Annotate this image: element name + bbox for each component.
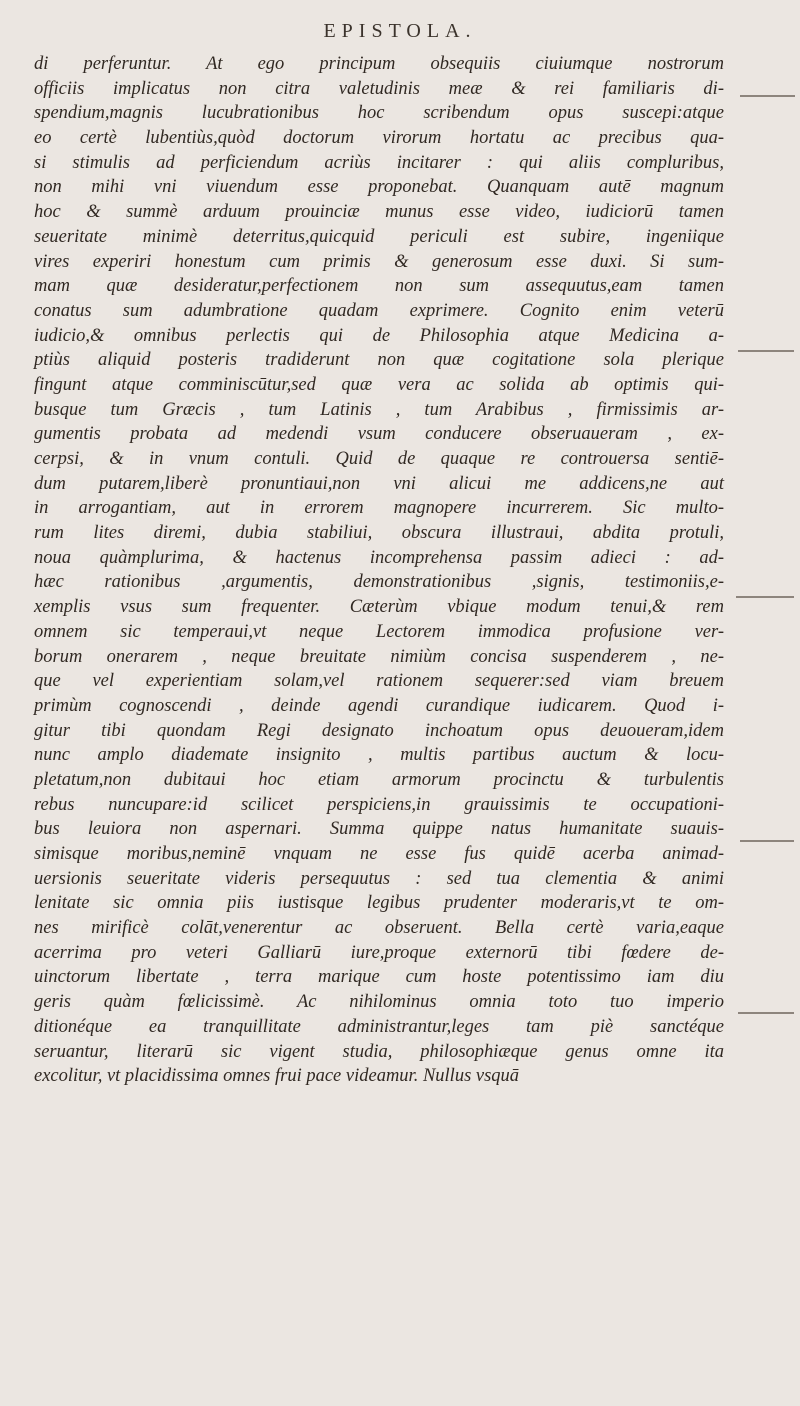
text-line: omnem sic temperaui,vt neque Lectorem immodica profusione ver- (34, 621, 724, 642)
text-line: uersionis seueritate videris persequutus : sed tua clementia & animi (34, 868, 724, 889)
epistle-body-text (34, 52, 724, 1089)
text-line: gumentis probata ad medendi vsum conducere obseruaueram , ex- (34, 424, 724, 445)
text-line: ptiùs aliquid posteris tradiderunt non quæ cogitatione sola plerique (34, 350, 724, 371)
margin-mark (740, 95, 795, 97)
text-line: si stimulis ad perficiendum acriùs incitarer : qui aliis compluribus, (34, 152, 724, 173)
margin-mark (736, 596, 794, 598)
running-title: EPISTOLA. (323, 20, 477, 42)
text-line: hæc rationibus ,argumentis, demonstrationibus ,signis, testimoniis,e- (34, 572, 724, 593)
text-line: eo certè lubentiùs,quòd doctorum virorum hortatu ac precibus qua- (34, 128, 724, 149)
margin-mark (740, 840, 794, 842)
text-line: que vel experientiam solam,vel rationem sequerer:sed viam breuem (34, 671, 724, 692)
text-line: geris quàm fœlicissimè. Ac nihilominus omnia toto tuo imperio (34, 992, 724, 1013)
text-line: non mihi vni viuendum esse proponebat. Quanquam autē magnum (34, 177, 724, 198)
text-line: borum onerarem , neque breuitate nimiùm concisa suspenderem , ne- (34, 646, 724, 667)
text-line: cerpsi, & in vnum contuli. Quid de quaque re controuersa sentiē- (34, 449, 724, 469)
text-line: hoc & summè arduum prouinciæ munus esse video, iudiciorū tamen (34, 202, 724, 223)
text-line: gitur tibi quondam Regi designato inchoatum opus deuoueram,idem (34, 720, 724, 741)
text-line: xemplis vsus sum frequenter. Cæterùm vbique modum tenui,& rem (34, 597, 724, 618)
text-line: fingunt atque comminiscūtur,sed quæ vera ac solida ab optimis qui- (34, 374, 724, 395)
text-line: rum lites diremi, dubia stabiliui, obscura illustraui, abdita protuli, (34, 523, 724, 544)
text-line: nes mirificè colāt,venerentur ac obseruent. Bella certè varia,eaque (34, 918, 724, 939)
text-line: spendium,magnis lucubrationibus hoc scribendum opus suscepi:atque (34, 103, 724, 124)
text-line: vires experiri honestum cum primis & generosum esse duxi. Si sum- (34, 251, 724, 272)
text-line: mam quæ desideratur,perfectionem non sum assequutus,eam tamen (34, 276, 724, 297)
text-line: nunc amplo diademate insignito , multis partibus auctum & locu- (34, 745, 724, 766)
text-line: rebus nuncupare:id scilicet perspiciens,in grauissimis te occupationi- (34, 794, 724, 815)
text-line: pletatum,non dubitaui hoc etiam armorum procinctu & turbulentis (34, 769, 724, 790)
text-line: busque tum Græcis , tum Latinis , tum Arabibus , firmissimis ar- (34, 399, 724, 420)
text-line: in arrogantiam, aut in errorem magnopere incurrerem. Sic multo- (34, 498, 724, 519)
text-line: officiis implicatus non citra valetudinis meæ & rei familiaris di- (34, 78, 724, 99)
text-line: noua quàmplurima, & hactenus incomprehensa passim adieci : ad- (34, 547, 724, 568)
text-line: conatus sum adumbratione quadam exprimere. Cognito enim veterū (34, 300, 724, 321)
text-line: seruantur, literarū sic vigent studia, philosophiæque genus omne ita (34, 1041, 724, 1062)
text-line: dum putarem,liberè pronuntiaui,non vni alicui me addicens,ne aut (34, 473, 724, 494)
text-line: ditionéque ea tranquillitate administrantur,leges tam piè sanctéque (34, 1016, 724, 1037)
text-line: di perferuntur. At ego principum obsequiis ciuiumque nostrorum (34, 54, 724, 74)
text-line: iudicio,& omnibus perlectis qui de Philosophia atque Medicina a- (34, 325, 724, 346)
text-line: primùm cognoscendi , deinde agendi curandique iudicarem. Quod i- (34, 695, 724, 716)
text-line: seueritate minimè deterritus,quicquid periculi est subire, ingeniique (34, 226, 724, 247)
text-line: excolitur, vt placidissima omnes frui pace videamur. Nullus vsquā (34, 1066, 520, 1087)
text-line: bus leuiora non aspernari. Summa quippe natus humanitate suauis- (34, 819, 724, 840)
margin-mark (738, 1012, 794, 1014)
text-line: simisque moribus,neminē vnquam ne esse fus quidē acerba animad- (34, 844, 724, 864)
margin-mark (738, 350, 794, 352)
text-line: uinctorum libertate , terra marique cum hoste potentissimo iam diu (34, 967, 724, 988)
text-line: lenitate sic omnia piis iustisque legibus prudenter moderaris,vt te om- (34, 893, 724, 914)
text-line: acerrima pro veteri Galliarū iure,proque externorū tibi fœdere de- (34, 942, 724, 963)
